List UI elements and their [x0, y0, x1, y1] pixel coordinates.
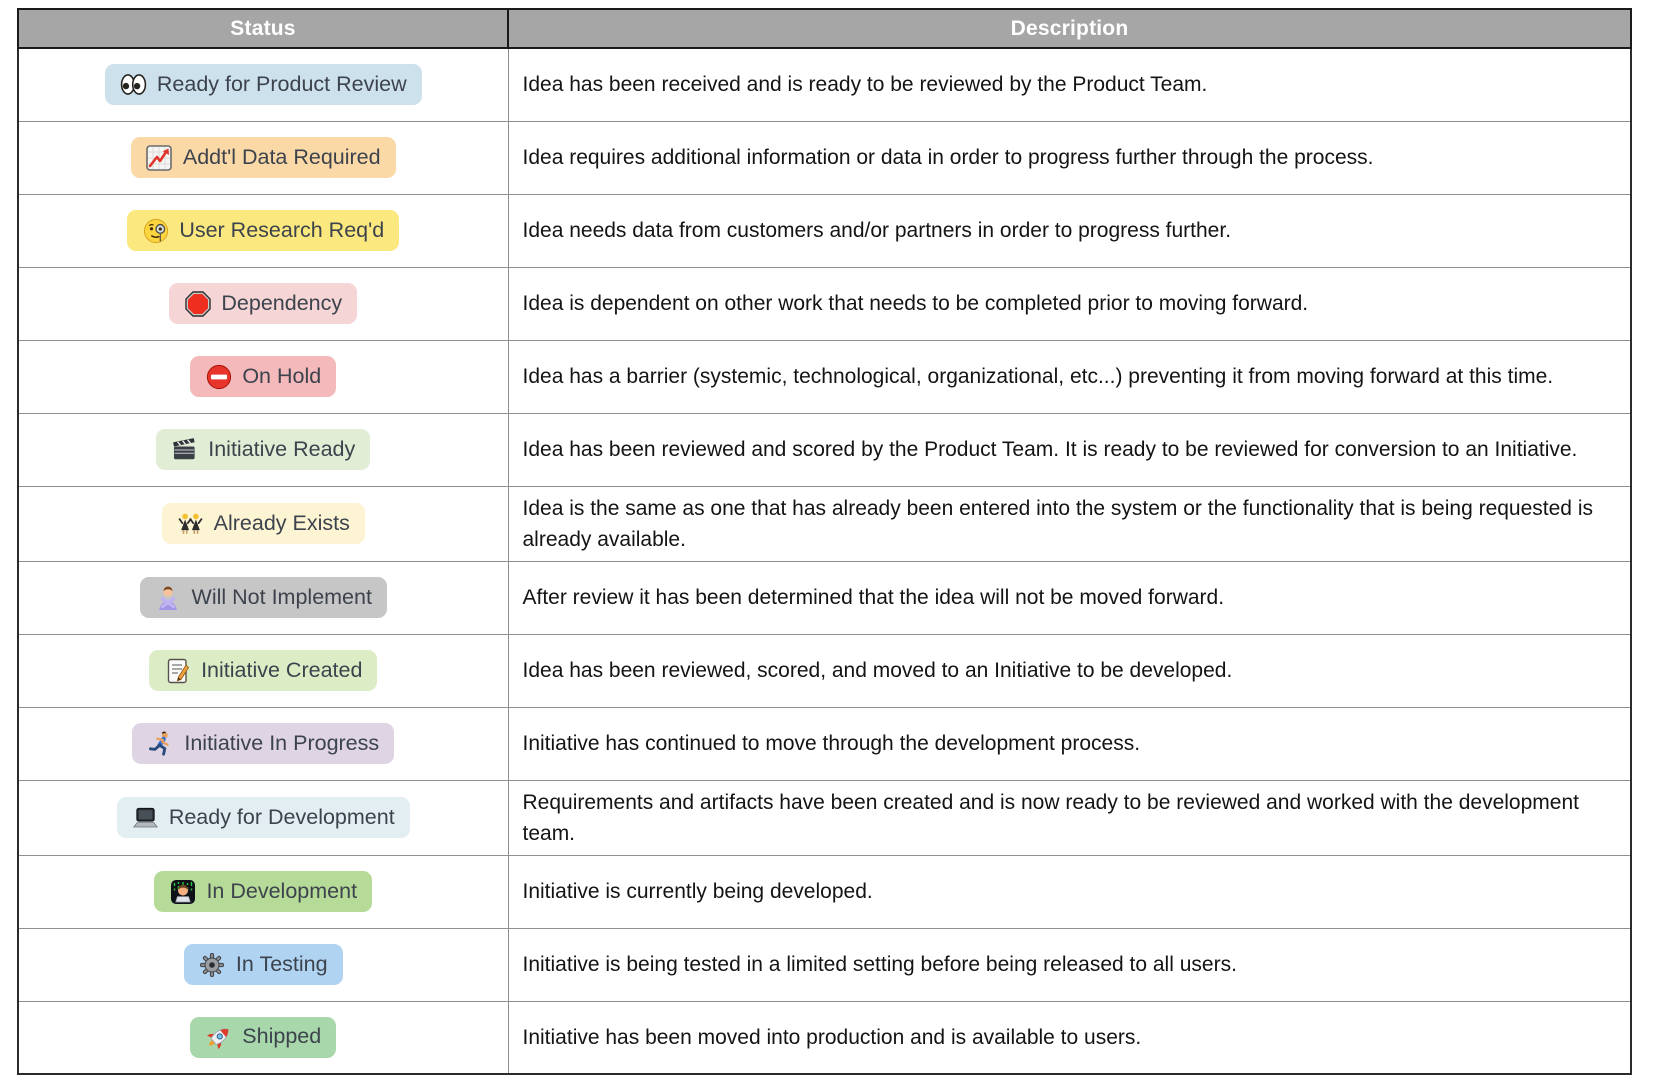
rocket-icon: [205, 1024, 232, 1051]
table-row: [18, 707, 1631, 780]
status-label: In Development: [206, 878, 358, 903]
description-text: Idea is dependent on other work that needs to be completed prior to moving forward.: [522, 292, 1309, 315]
status-badge-in-development: [154, 871, 372, 912]
description-cell: [508, 1001, 1631, 1074]
status-badge-will-not-implement: [140, 577, 387, 618]
description-cell: [508, 486, 1631, 561]
description-cell: [508, 707, 1631, 780]
status-cell: [18, 1001, 508, 1074]
laptop-icon: [132, 804, 159, 831]
face-with-monocle-icon: [142, 217, 169, 244]
status-label: Initiative Ready: [208, 436, 356, 461]
description-cell: [508, 561, 1631, 634]
description-text: Initiative is being tested in a limited setting before being released to all users.: [522, 953, 1237, 976]
status-badge-in-testing: [184, 944, 343, 985]
status-label: In Testing: [235, 951, 328, 976]
status-label: Ready for Product Review: [156, 71, 407, 96]
status-label: Shipped: [242, 1024, 322, 1049]
description-text: Initiative has been moved into production and is available to users.: [522, 1025, 1142, 1049]
description-cell: [508, 267, 1631, 340]
status-cell: [18, 780, 508, 855]
column-header-description: Description: [508, 9, 1631, 48]
status-legend-table: [17, 8, 1632, 1075]
header-row: [18, 9, 1631, 48]
description-cell: [508, 194, 1631, 267]
clapperboard-icon: [171, 436, 198, 463]
description-text: Idea has been received and is ready to be reviewed by the Product Team.: [522, 73, 1208, 97]
status-label: User Research Req'd: [179, 217, 385, 242]
table-row: [18, 48, 1631, 121]
table-row: [18, 267, 1631, 340]
status-cell: [18, 413, 508, 486]
description-cell: [508, 855, 1631, 928]
status-cell: [18, 267, 508, 340]
description-cell: [508, 48, 1631, 121]
status-cell: [18, 486, 508, 561]
status-cell: [18, 121, 508, 194]
status-badge-on-hold: [190, 356, 336, 397]
status-label: Ready for Development: [168, 804, 395, 829]
table-row: [18, 413, 1631, 486]
table-header: [18, 9, 1631, 48]
status-cell: [18, 707, 508, 780]
status-cell: [18, 928, 508, 1001]
description-text: Idea requires additional information or data in order to progress further through the process.: [522, 146, 1374, 169]
column-header-status: Status: [18, 9, 508, 48]
table-row: [18, 780, 1631, 855]
description-text: Idea needs data from customers and/or partners in order to progress further.: [522, 219, 1232, 242]
description-cell: [508, 928, 1631, 1001]
status-cell: [18, 634, 508, 707]
status-badge-initiative-in-progress: [132, 723, 394, 764]
table-row: [18, 340, 1631, 413]
description-text: Idea has been reviewed and scored by the Product Team. It is ready to be reviewed for conversion to an Initiative.: [522, 438, 1578, 461]
dancers-icon: [177, 510, 204, 537]
description-cell: [508, 413, 1631, 486]
status-label: Initiative In Progress: [184, 730, 380, 755]
status-badge-already-exists: [162, 503, 365, 544]
person-gesturing-no-icon: [155, 584, 182, 611]
status-cell: [18, 48, 508, 121]
technologist-icon: [169, 878, 196, 905]
status-badge-user-research-reqd: [127, 210, 399, 251]
status-cell: [18, 194, 508, 267]
status-label: On Hold: [242, 363, 322, 388]
status-badge-initiative-created: [149, 650, 377, 691]
description-text: Initiative is currently being developed.: [522, 880, 873, 903]
description-text: Idea has been reviewed, scored, and moved to an Initiative to be developed.: [522, 659, 1233, 682]
table-row: [18, 486, 1631, 561]
status-label: Already Exists: [213, 510, 350, 535]
description-text: Requirements and artifacts have been created and is now ready to be reviewed and worked with the development team.: [522, 790, 1579, 845]
status-badge-ready-for-product-review: [105, 64, 422, 105]
description-cell: [508, 634, 1631, 707]
description-text: Idea is the same as one that has already been entered into the system or the functionality that is being requested is already available.: [522, 496, 1593, 551]
stop-sign-icon: [184, 290, 211, 317]
status-badge-initiative-ready: [156, 429, 370, 470]
table-row: [18, 121, 1631, 194]
table-row: [18, 561, 1631, 634]
status-badge-ready-for-development: [117, 797, 410, 838]
runner-icon: [147, 730, 174, 757]
eyes-icon: [120, 71, 147, 98]
table-row: [18, 194, 1631, 267]
table-row: [18, 634, 1631, 707]
description-cell: [508, 780, 1631, 855]
status-label: Dependency: [221, 290, 343, 315]
description-cell: [508, 121, 1631, 194]
status-cell: [18, 855, 508, 928]
status-cell: [18, 340, 508, 413]
status-label: Will Not Implement: [191, 584, 372, 609]
status-cell: [18, 561, 508, 634]
no-entry-icon: [205, 363, 232, 390]
chart-increasing-icon: [146, 144, 173, 171]
status-label: Addt'l Data Required: [182, 144, 381, 169]
memo-icon: [164, 657, 191, 684]
description-text: After review it has been determined that the idea will not be moved forward.: [522, 586, 1225, 609]
table-row: [18, 855, 1631, 928]
description-text: Initiative has continued to move through the development process.: [522, 732, 1141, 755]
description-cell: [508, 340, 1631, 413]
status-label: Initiative Created: [201, 657, 363, 682]
gear-icon: [199, 951, 226, 978]
table-row: [18, 928, 1631, 1001]
status-badge-addtl-data-required: [131, 137, 396, 178]
status-badge-dependency: [169, 283, 357, 324]
table-row: [18, 1001, 1631, 1074]
description-text: Idea has a barrier (systemic, technological, organizational, etc...) preventing it from moving forward at this time.: [522, 365, 1554, 388]
status-badge-shipped: [190, 1017, 336, 1058]
